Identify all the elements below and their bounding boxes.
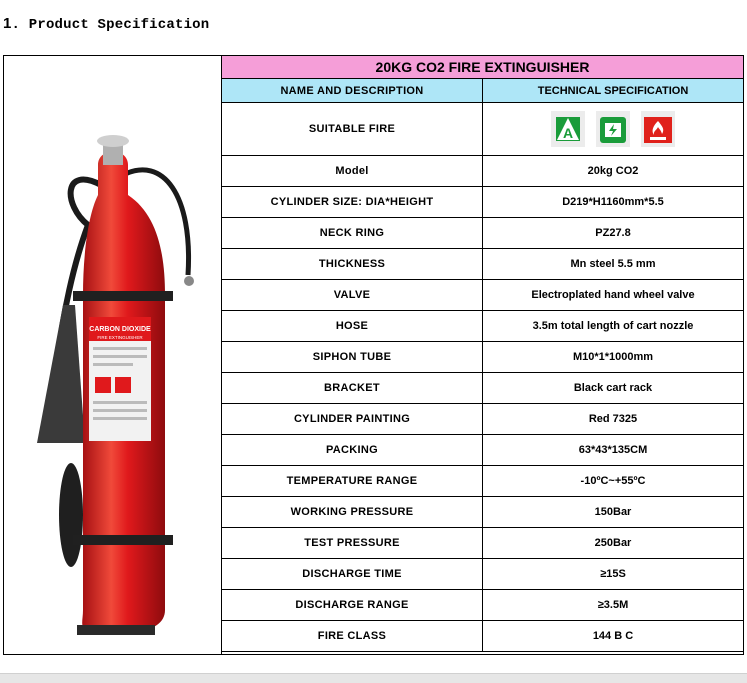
row-value: ≥3.5M	[483, 590, 744, 621]
table-row	[222, 103, 744, 156]
row-name: Model	[222, 156, 483, 187]
row-name: VALVE	[222, 280, 483, 311]
row-value	[483, 103, 744, 156]
row-value: 150Bar	[483, 497, 744, 528]
svg-text:A: A	[562, 125, 574, 141]
row-name: PACKING	[222, 435, 483, 466]
table-row	[222, 156, 744, 187]
table-row	[222, 311, 744, 342]
section-number: 1	[3, 15, 12, 32]
row-name: TEMPERATURE RANGE	[222, 466, 483, 497]
table-row	[222, 280, 744, 311]
row-value: -10ºC~+55ºC	[483, 466, 744, 497]
table-row	[222, 466, 744, 497]
table-row	[222, 590, 744, 621]
row-value: ≥15S	[483, 559, 744, 590]
row-name: THICKNESS	[222, 249, 483, 280]
fire-extinguisher-image	[3, 55, 221, 653]
header-spec: TECHNICAL SPECIFICATION	[483, 79, 744, 103]
label-line2: FIRE EXTINGUISHER	[97, 335, 143, 340]
class-a-fire-icon	[551, 111, 585, 147]
row-name: CYLINDER SIZE: DIA*HEIGHT	[222, 187, 483, 218]
row-value: Mn steel 5.5 mm	[483, 249, 744, 280]
table-row	[222, 373, 744, 404]
row-value: Black cart rack	[483, 373, 744, 404]
header-name: NAME AND DESCRIPTION	[222, 79, 483, 103]
row-name: DISCHARGE TIME	[222, 559, 483, 590]
table-row	[222, 497, 744, 528]
row-value: PZ27.8	[483, 218, 744, 249]
row-name: SIPHON TUBE	[222, 342, 483, 373]
table-row	[222, 187, 744, 218]
row-name: SUITABLE FIRE	[222, 103, 483, 156]
row-value: Red 7325	[483, 404, 744, 435]
label-line1: CARBON DIOXIDE	[89, 326, 151, 333]
product-image-cell	[3, 55, 222, 655]
row-value: 20kg CO2	[483, 156, 744, 187]
electrical-fire-icon	[596, 111, 630, 147]
row-name: HOSE	[222, 311, 483, 342]
flammable-liquid-fire-icon	[641, 111, 675, 147]
row-name: FIRE CLASS	[222, 621, 483, 652]
table-row	[222, 621, 744, 652]
row-value: Electroplated hand wheel valve	[483, 280, 744, 311]
row-value: M10*1*1000mm	[483, 342, 744, 373]
section-title: . Product Specification	[11, 17, 210, 33]
row-value: 250Bar	[483, 528, 744, 559]
row-name: DISCHARGE RANGE	[222, 590, 483, 621]
row-name: BRACKET	[222, 373, 483, 404]
row-value: 144 B C	[483, 621, 744, 652]
table-title: 20KG CO2 FIRE EXTINGUISHER	[222, 56, 744, 79]
table-row	[222, 435, 744, 466]
section-heading	[3, 15, 209, 33]
spec-table	[221, 55, 744, 652]
row-name: CYLINDER PAINTING	[222, 404, 483, 435]
row-value: 3.5m total length of cart nozzle	[483, 311, 744, 342]
row-value: D219*H1160mm*5.5	[483, 187, 744, 218]
row-name: WORKING PRESSURE	[222, 497, 483, 528]
table-row	[222, 218, 744, 249]
table-row	[222, 528, 744, 559]
table-row	[222, 559, 744, 590]
row-value: 63*43*135CM	[483, 435, 744, 466]
table-row	[222, 404, 744, 435]
table-row	[222, 249, 744, 280]
row-name: TEST PRESSURE	[222, 528, 483, 559]
row-name: NECK RING	[222, 218, 483, 249]
table-row	[222, 342, 744, 373]
